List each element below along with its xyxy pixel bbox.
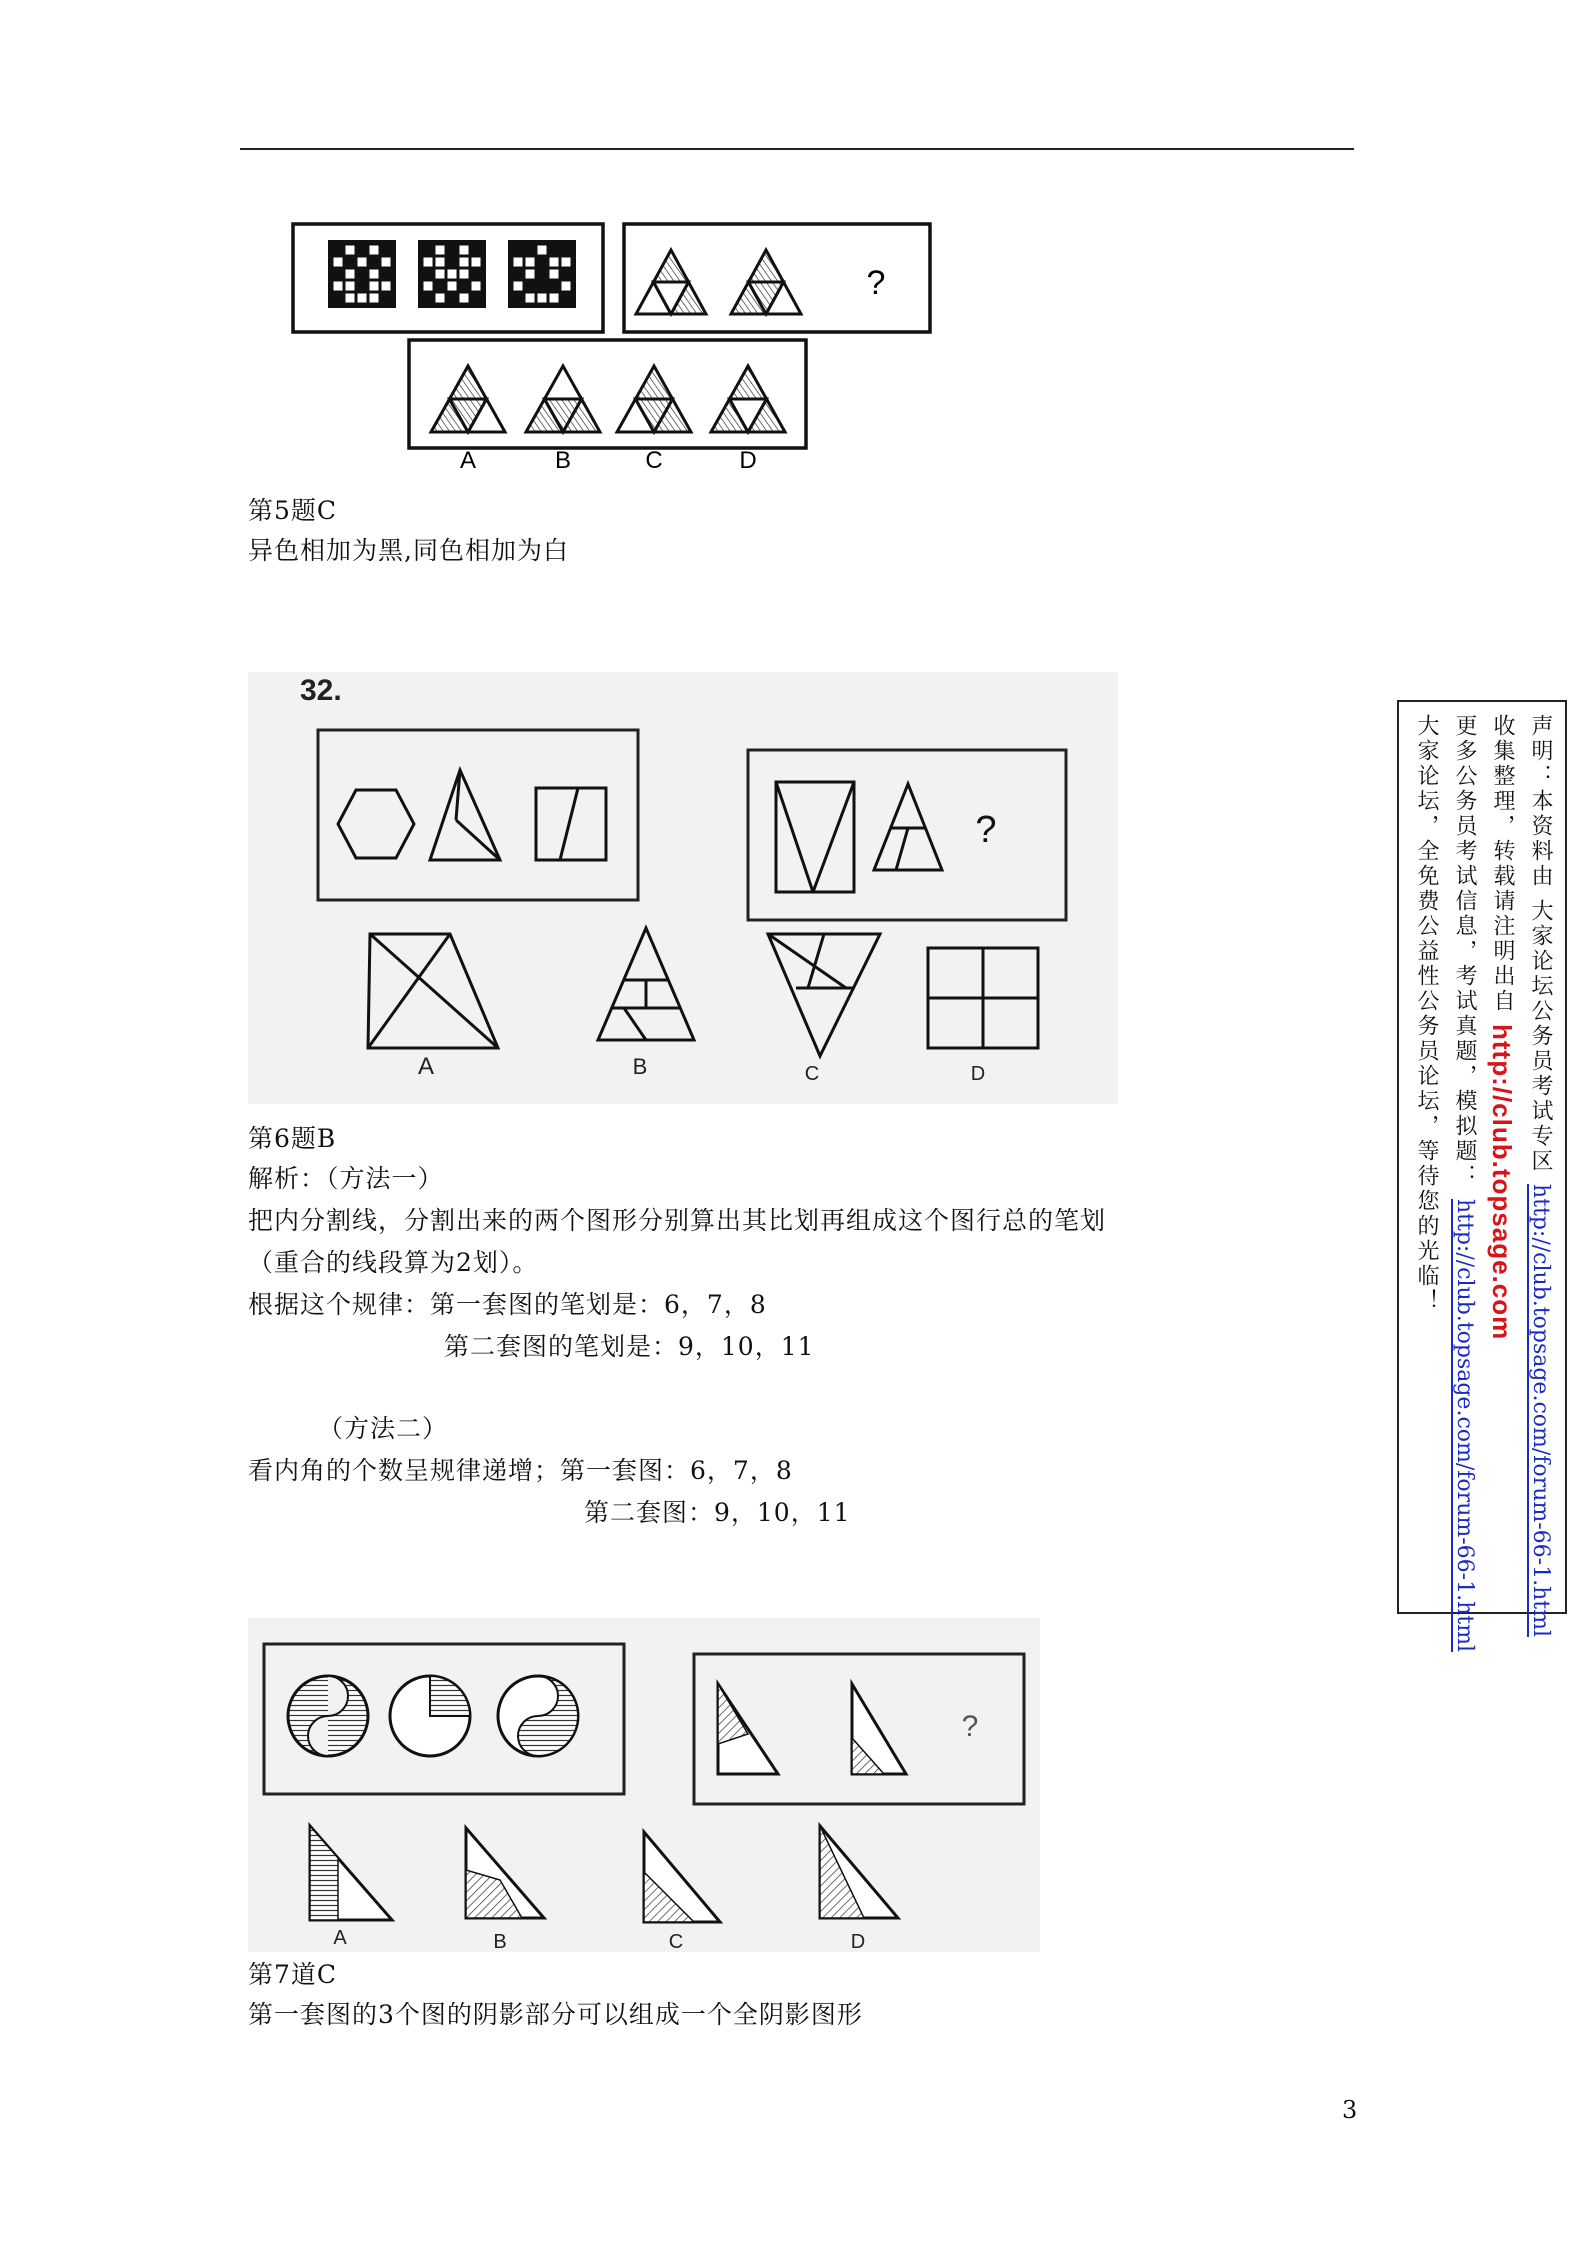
q5-triangle-figure [636,250,706,314]
q7-option-label-d: D [850,1931,866,1952]
q5-triangle-figure [431,366,505,432]
notice-statement: 声明：本资料由 大家论坛公务员考试专区 [1528,714,1553,1174]
q5-question-mark: ? [866,264,886,302]
q6-option-label-a: A [417,1053,435,1080]
q5-explanation: 异色相加为黑,同色相加为白 [248,536,569,565]
q6-analysis-line-2: 把内分割线，分割出来的两个图形分别算出其比划再组成这个图行总的笔划 [248,1206,1107,1235]
q5-triangle-figure [731,250,801,314]
q7-answer: 第7道C [248,1960,338,1989]
q5-triangle-figure [711,366,785,432]
q5-figure-svg [288,210,938,472]
page-number: 3 [1342,2096,1358,2124]
q7-option-label-b: B [493,1931,507,1952]
q7-option-label-c: C [668,1931,684,1952]
q5-option-label-a: A [459,447,477,472]
q6-analysis-line-4: 根据这个规律：第一套图的笔划是：6，7，8 [248,1290,767,1319]
q6-figure-svg [248,672,1118,1104]
q5-option-label-c: C [645,447,663,472]
notice-column-2 [1487,714,1517,1340]
notice-source: 收集整理，转载请注明出自 [1490,714,1515,1014]
q6-analysis-line-7: 看内角的个数呈规律递增；第一套图：6，7，8 [248,1456,793,1485]
q7-option-label-a: A [333,1927,347,1949]
notice-forum-link[interactable]: http://club.topsage.com/forum-66-1.html [1528,1184,1553,1637]
q6-analysis-line-5: 第二套图的笔划是：9，10，11 [444,1332,815,1361]
q6-analysis-line-1: 解析：（方法一） [248,1164,444,1193]
q5-answer: 第5题C [248,496,338,525]
notice-site-link[interactable]: http://club.topsage.com [1487,1024,1517,1341]
notice-mock-link[interactable]: http://club.topsage.com/forum-66-1.html [1452,1199,1477,1652]
q5-option-label-d: D [739,447,757,472]
q6-question-number: 32. [300,674,342,707]
notice-column-1 [1525,714,1555,1637]
q7-figure [248,1618,1040,1952]
q5-grid-figure [418,240,486,308]
q6-option-label-c: C [804,1063,820,1085]
q6-option-label-d: D [970,1063,986,1085]
side-notice [1397,700,1567,1652]
q5-figure [288,210,938,472]
q6-analysis-line-8: 第二套图：9，10，11 [584,1498,851,1527]
notice-more-info: 更多公务员考试信息，考试真题，模拟题： [1452,714,1477,1189]
q5-grid-figure [508,240,576,308]
q6-analysis-line-3: （重合的线段算为2划）。 [248,1248,539,1277]
q7-question-mark: ? [961,1710,979,1743]
q5-grid-figure [328,240,396,308]
q5-option-label-b: B [554,447,572,472]
q6-figure [248,672,1118,1104]
q7-explanation: 第一套图的3个图的阴影部分可以组成一个全阴影图形 [248,2000,863,2029]
notice-column-3 [1449,714,1479,1652]
q5-triangle-figure [617,366,691,432]
q5-triangle-figure [526,366,600,432]
q6-answer: 第6题B [248,1124,337,1153]
q6-question-mark: ? [975,809,997,851]
q6-option-label-b: B [632,1054,648,1079]
header-rule [240,148,1354,150]
q7-figure-svg [248,1618,1040,1952]
notice-column-4 [1411,714,1441,1314]
q6-analysis-line-6: （方法二） [318,1414,449,1443]
notice-welcome: 大家论坛，全免费公益性公务员论坛，等待您的光临！ [1414,714,1439,1314]
